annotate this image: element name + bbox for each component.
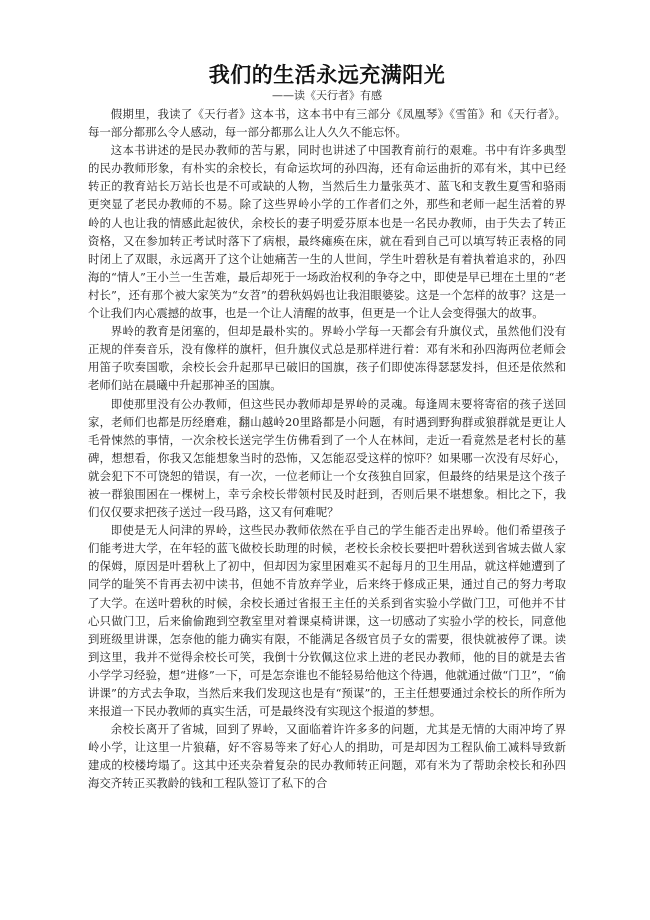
paragraph: 余校长离开了省城，回到了界岭，又面临着许许多多的问题，尤其是无情的大雨冲垮了界岭小学，让这里一片狼藉，好不容易等来了好心人的捐助，可是却因为工程队偷工减料导致新建成的校楼垮塌了。这其中还夹杂着复杂的民办教师转正问题，邓有米为了帮助余校长和孙四海交齐转正买教龄的钱和工程队签订了私下的合 xyxy=(88,722,566,791)
paragraph: 界岭的教育是闭塞的，但却是最朴实的。界岭小学每一天都会有升旗仪式，虽然他们没有正规的伴奏音乐，没有像样的旗杆，但升旗仪式总是那样进行着：邓有米和孙四海两位老师会用笛子吹奏国歌，余校长会升起那早已破旧的国旗，孩子们即使冻得瑟瑟发抖，但还是依然和老师们站在晨曦中升起那神圣的国旗。 xyxy=(88,324,566,393)
paragraph: 这本书讲述的是民办教师的苦与累，同时也讲述了中国教育前行的艰难。书中有许多典型的民办教师形象，有朴实的余校长，有命运坎坷的孙四海，还有命运曲折的邓有米，其中已经转正的教育站长万站长也是不可或缺的人物，当然后生力量张英才、蓝飞和支教生夏雪和骆雨更突显了老民办教师的不易。除了这些界岭小学的工作者们之外，那些和老师一起生活着的界岭的人也让我的情感此起彼伏，余校长的妻子明爱芬原本也是一名民办教师，由于失去了转正资格，又在参加转正考试时落下了病根，最终瘫痪在床，就在看到自己可以填写转正表格的同时闭上了双眼，永远离开了这个让她痛苦一生的人世间，学生叶碧秋是有着执着追求的，孙四海的“情人”王小兰一生苦难，最后却死于一场政治权利的争夺之中，即使是早已埋在土里的“老村长”，还有那个被大家笑为“女苕”的碧秋妈妈也让我泪眼婆娑。这是一个怎样的故事？这是一个让我们内心震撼的故事，也是一个让人清醒的故事，但更是一个让人会变得强大的故事。 xyxy=(88,143,566,321)
document-title: 我们的生活永远充满阳光 xyxy=(208,63,446,87)
paragraph: 假期里，我读了《天行者》这本书，这本书中有三部分《凤凰琴》《雪笛》和《天行者》。每一部分都那么令人感动，每一部分都那么让人久久不能忘怀。 xyxy=(88,107,566,140)
document-subtitle: ——读《天行者》有感 xyxy=(272,89,382,102)
document-page xyxy=(88,62,566,793)
paragraph: 即使那里没有公办教师，但这些民办教师却是界岭的灵魂。每逢周末要将寄宿的孩子送回家，老师们也都是历经磨难，翻山越岭20里路都是小问题，有时遇到野狗群或狼群就是更让人毛骨悚然的事情，一次余校长送完学生仿佛看到了一个人在林间，走近一看竟然是老村长的墓碑，想想看，你我又怎能想象当时的恐怖，又怎能忍受这样的惊吓？如果哪一次没有尽好心，就会犯下不可饶恕的错误，有一次，一位老师让一个女孩独自回家，但最终的结果是这个孩子被一群狼围困在一棵树上，幸亏余校长带领村民及时赶到，否则后果不堪想象。相比之下，我们仅仅要求把孩子送过一段马路，这又有何难呢？ xyxy=(88,396,566,520)
paragraph: 即使是无人问津的界岭，这些民办教师依然在乎自己的学生能否走出界岭。他们希望孩子们能考进大学，在年轻的蓝飞做校长助理的时候，老校长余校长要把叶碧秋送到省城去做人家的保姆，原因是叶碧秋上了初中，但却因为家里困难买不起每月的卫生用品，就这样她遭到了同学的耻笑不肯再去初中读书，但她不肯放弃学业，后来终于修成正果，通过自己的努力考取了大学。在送叶碧秋的时候，余校长通过省报王主任的关系到省实验小学做门卫，可他并不甘心只做门卫，后来偷偷跑到空教室里对着课桌椅讲课，这一切感动了实验小学的校长，同意他到班级里讲课，怎奈他的能力确实有限，不能满足各级官员子女的需要，很快就被停了课。读到这里，我并不觉得余校长可笑，我倒十分钦佩这位求上进的老民办教师，他的目的就是去省小学学习经验，想“进修”一下，可是怎奈谁也不能轻易给他这个待遇，他就通过做“门卫”，“偷讲课”的方式去争取，当然后来我们发现这也是有“预谋”的，王主任想要通过余校长的所作所为来报道一下民办教师的真实生活，可是最终没有实现这个报道的梦想。 xyxy=(88,523,566,719)
